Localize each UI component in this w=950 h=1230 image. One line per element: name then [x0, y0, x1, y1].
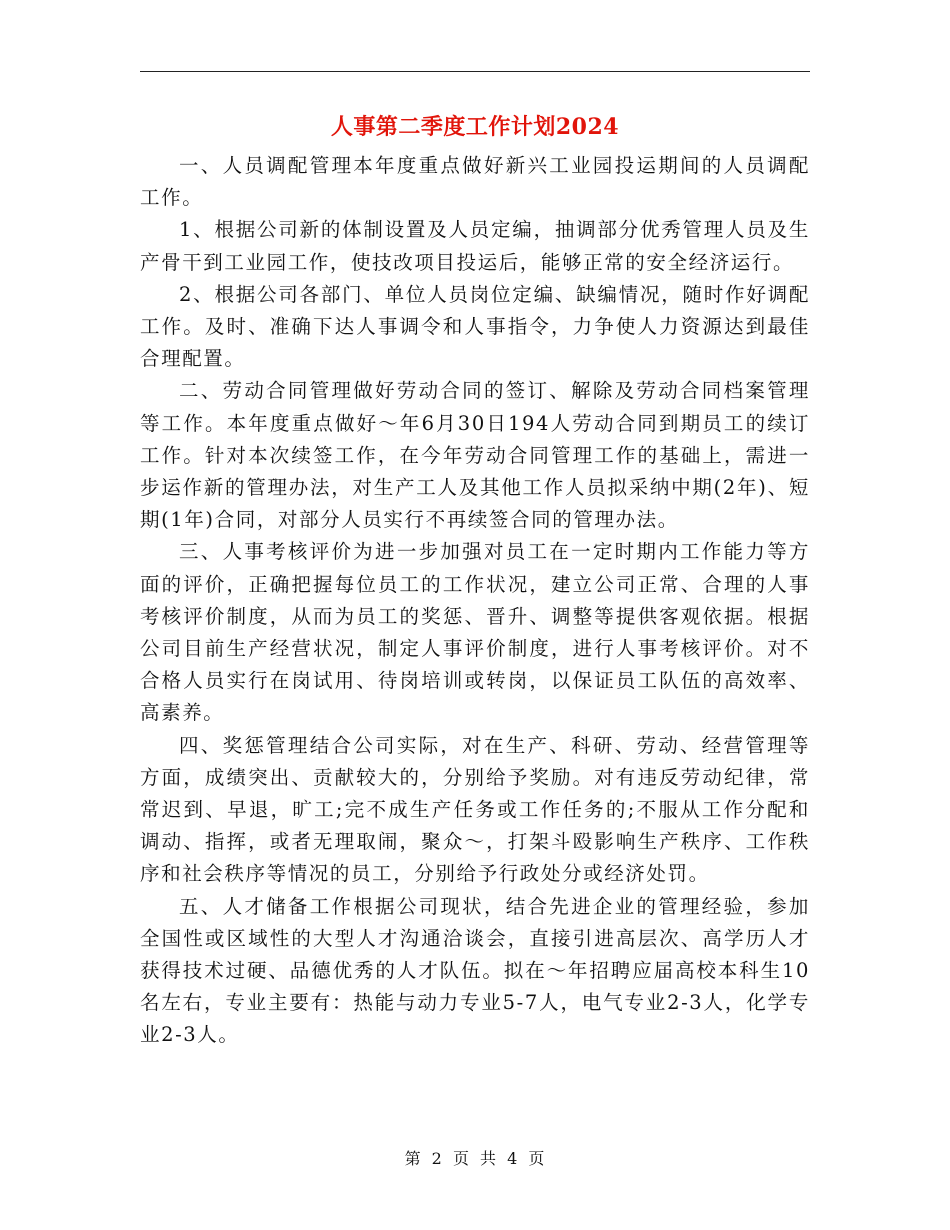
document-title: 人事第二季度工作计划2024: [330, 114, 620, 140]
page-number-footer: 第 2 页 共 4 页: [404, 1149, 546, 1168]
paragraph-labor-contract: 二、劳动合同管理做好劳动合同的签订、解除及劳动合同档案管理等工作。本年度重点做好～年6月30日194人劳动合同到期员工的续订工作。针对本次续签工作，在今年劳动合同管理工作的基础上，需进一步运作新的管理办法，对生产工人及其他工作人员拟采纳中期(2年)、短期(1年)合同，对部分人员实行不再续签合同的管理办法。: [140, 379, 810, 532]
paragraph-personnel-allocation: 一、人员调配管理本年度重点做好新兴工业园投运期间的人员调配工作。: [140, 154, 810, 210]
paragraph-rewards-penalties: 四、奖惩管理结合公司实际，对在生产、科研、劳动、经营管理等方面，成绩突出、贡献较大的，分别给予奖励。对有违反劳动纪律，常常迟到、早退，旷工;完不成生产任务或工作任务的;不服从工作分配和调动、指挥，或者无理取闹，聚众～，打架斗殴影响生产秩序、工作秩序和社会秩序等情况的员工，分别给予行政处分或经济处罚。: [140, 733, 810, 886]
header-rule: [140, 71, 810, 72]
paragraph-item-1: 1、根据公司新的体制设置及人员定编，抽调部分优秀管理人员及生产骨干到工业园工作，使技改项目投运后，能够正常的安全经济运行。: [140, 218, 810, 274]
paragraph-talent-reserve: 五、人才储备工作根据公司现状，结合先进企业的管理经验，参加全国性或区域性的大型人才沟通洽谈会，直接引进高层次、高学历人才获得技术过硬、品德优秀的人才队伍。拟在～年招聘应届高校本科生10名左右，专业主要有：热能与动力专业5-7人，电气专业2-3人，化学专业2-3人。: [140, 894, 810, 1047]
document-body: [140, 150, 810, 1052]
paragraph-performance-review: 三、人事考核评价为进一步加强对员工在一定时期内工作能力等方面的评价，正确把握每位员工的工作状况，建立公司正常、合理的人事考核评价制度，从而为员工的奖惩、晋升、调整等提供客观依据。根据公司目前生产经营状况，制定人事评价制度，进行人事考核评价。对不合格人员实行在岗试用、待岗培训或转岗，以保证员工队伍的高效率、高素养。: [140, 540, 810, 725]
paragraph-item-2: 2、根据公司各部门、单位人员岗位定编、缺编情况，随时作好调配工作。及时、准确下达人事调令和人事指令，力争使人力资源达到最佳合理配置。: [140, 282, 810, 371]
